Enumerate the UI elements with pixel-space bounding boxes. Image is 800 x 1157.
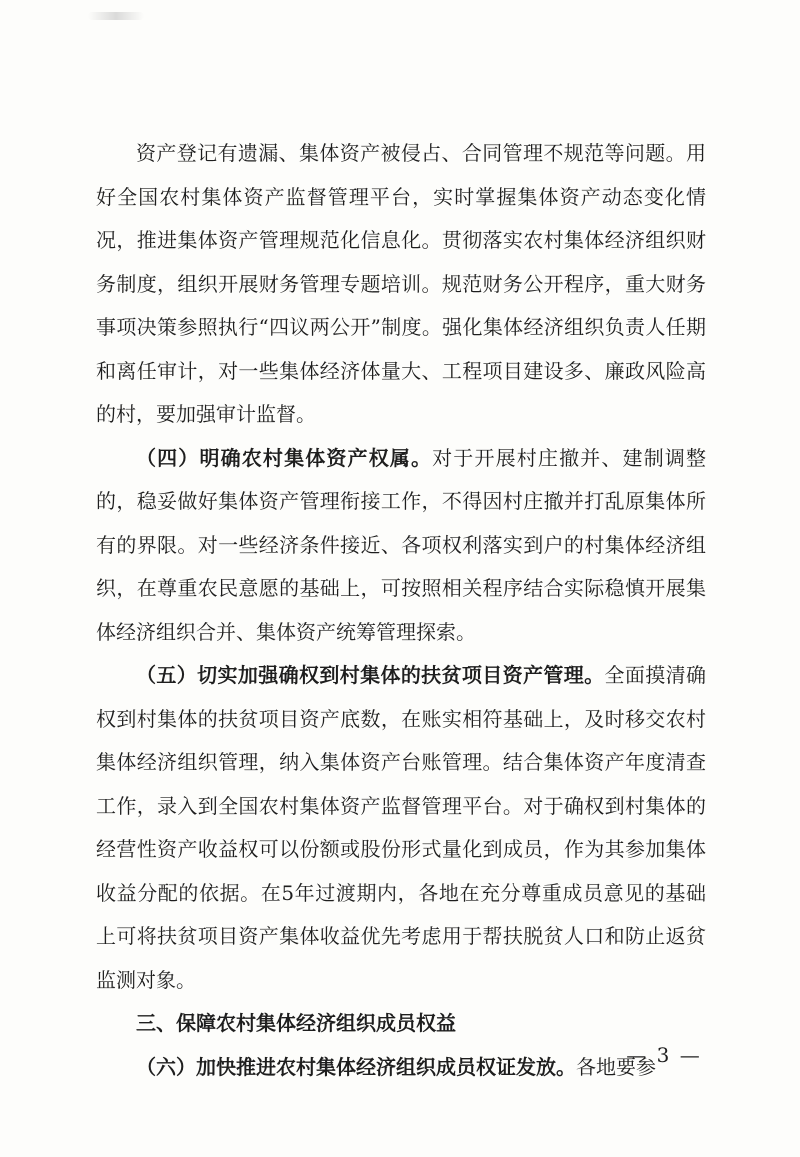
scan-artifact	[88, 12, 144, 20]
paragraph-text: 各地要参	[576, 1054, 656, 1079]
section-6-heading: （六）加快推进农村集体经济组织成员权证发放。	[136, 1054, 576, 1079]
paragraph-text: 资产登记有遗漏、集体资产被侵占、合同管理不规范等问题。用好全国农村集体资产监督管理平台，实时掌握集体资产动态变化情况，推进集体资产管理规范化信息化。贯彻落实农村集体经济组织财务制度，组织开展财务管理专题培训。规范财务公开程序，重大财务事项决策参照执行“四议两公开”制度。强化集体经济组织负责人任期和离任审计，对一些集体经济体量大、工程项目建设多、廉政风险高的村，要加强审计监督。	[96, 141, 706, 426]
section-4-heading: （四）明确农村集体资产权属。	[136, 445, 433, 470]
paragraph-text: 对于开展村庄撤并、建制调整的，稳妥做好集体资产管理衔接工作，不得因村庄撤并打乱原集体所有的界限。对一些经济条件接近、各项权利落实到户的村集体经济组织，在尊重农民意愿的基础上，可按照相关程序结合实际稳慎开展集体经济组织合并、集体资产统筹管理探索。	[96, 445, 707, 644]
chapter-3-heading	[96, 1002, 706, 1046]
section-5-heading: （五）切实加强确权到村集体的扶贫项目资产管理。	[136, 663, 605, 687]
page-number: — 3 —	[626, 1043, 702, 1067]
chapter-heading-text: 三、保障农村集体经济组织成员权益	[136, 1011, 456, 1035]
paragraph-asset-management	[96, 132, 706, 437]
document-body	[96, 132, 706, 1089]
paragraph-text: 全面摸清确权到村集体的扶贫项目资产底数，在账实相符基础上，及时移交农村集体经济组织管理，纳入集体资产台账管理。结合集体资产年度清查工作，录入到全国农村集体资产监督管理平台。对于确权到村集体的经营性资产收益权可以份额或股份形式量化到成员，作为其参加集体收益分配的依据。在5年过渡期内，各地在充分尊重成员意见的基础上可将扶贫项目资产集体收益优先考虑用于帮扶脱贫人口和防止返贫监测对象。	[96, 663, 707, 992]
paragraph-section-4	[96, 437, 706, 655]
paragraph-section-5	[96, 654, 706, 1002]
